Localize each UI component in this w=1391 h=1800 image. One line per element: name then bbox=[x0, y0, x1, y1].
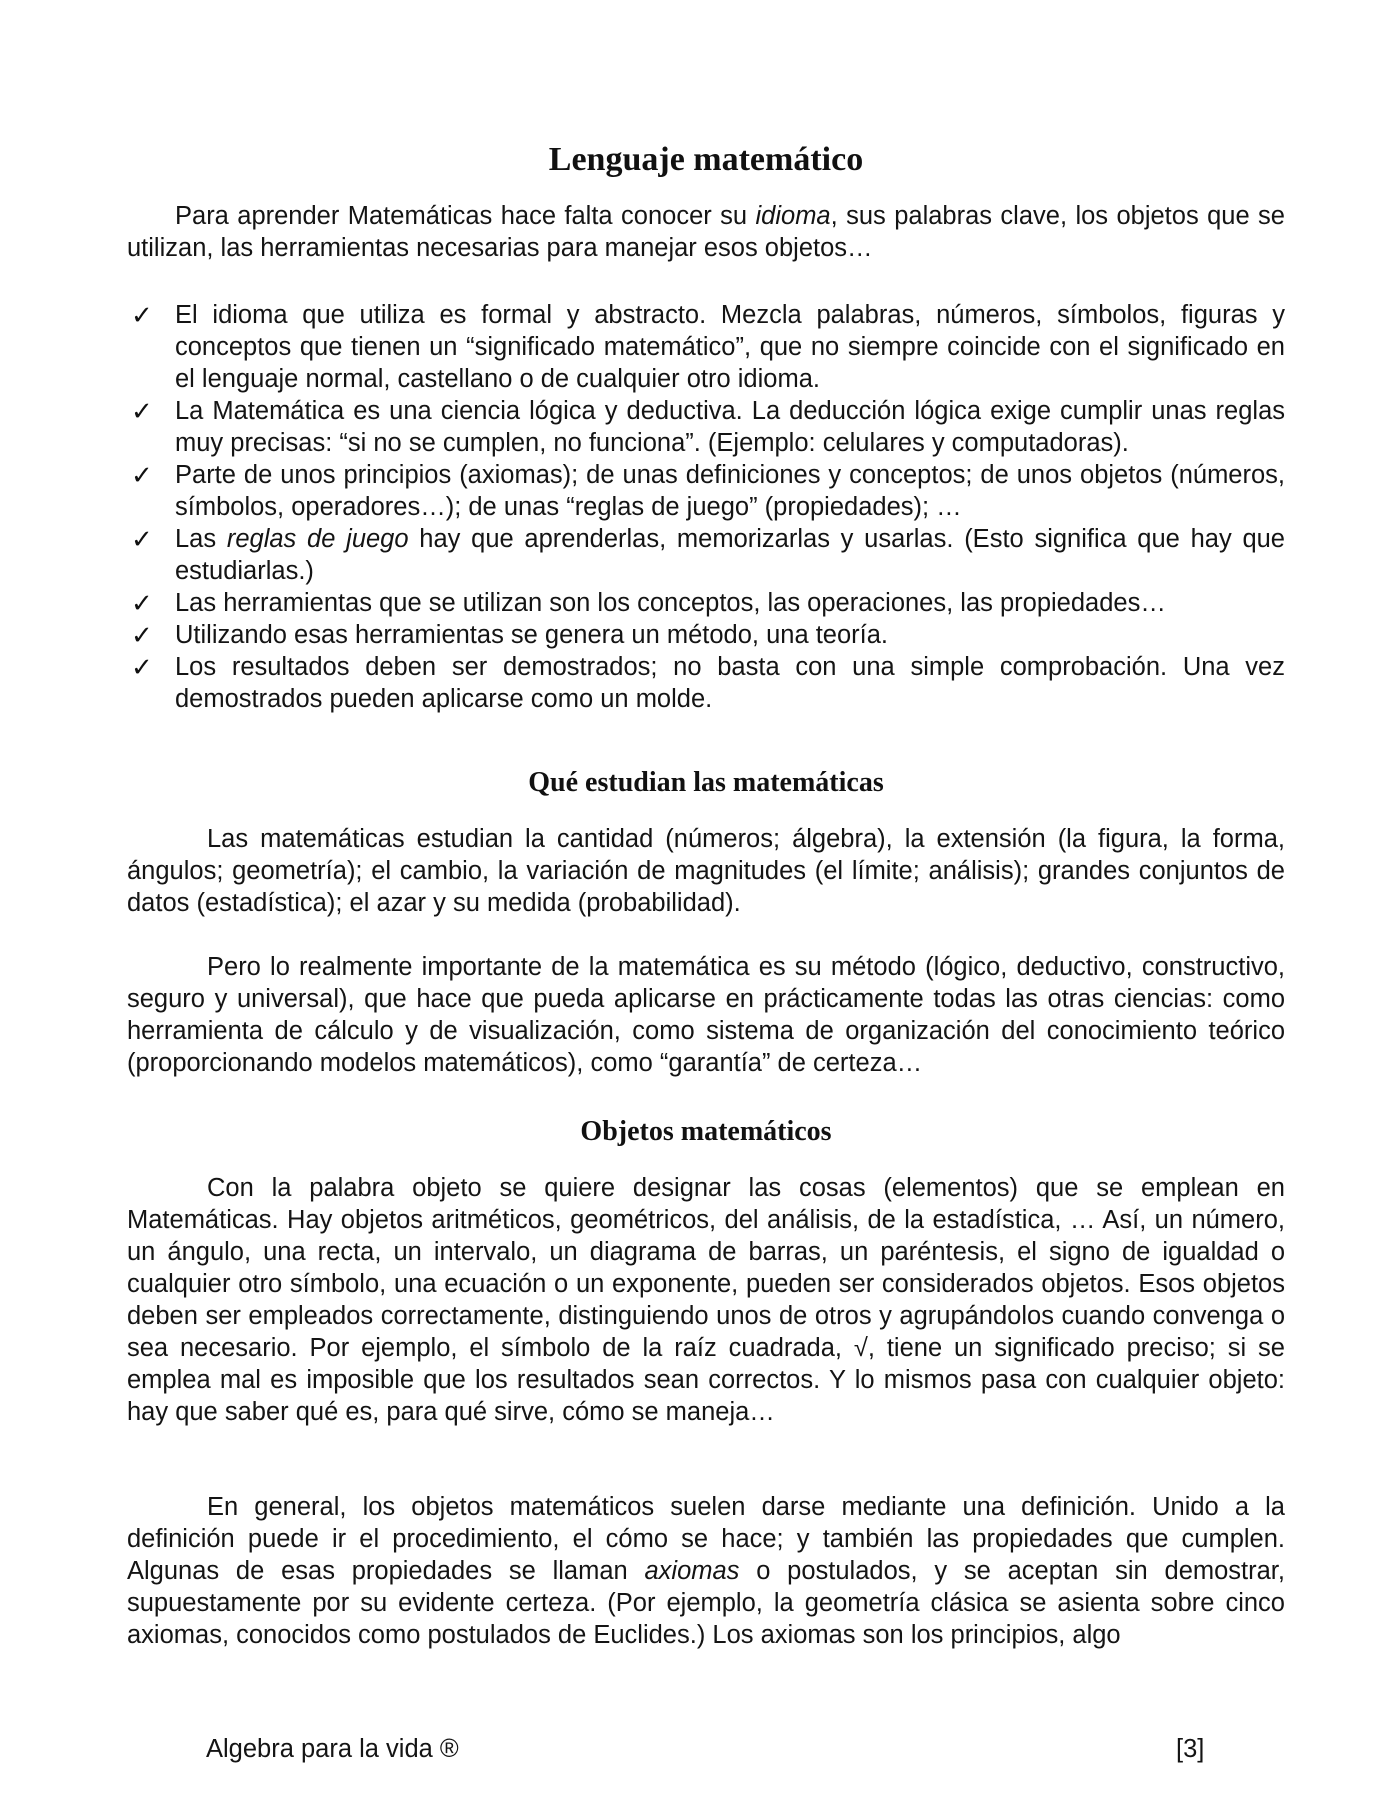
page-title: Lenguaje matemático bbox=[548, 141, 864, 178]
intro-paragraph bbox=[127, 200, 1285, 264]
list-item bbox=[127, 523, 1285, 587]
list-item-emphasis: reglas de juego bbox=[226, 525, 409, 553]
check-icon: ✓ bbox=[131, 589, 153, 619]
check-icon: ✓ bbox=[131, 525, 153, 555]
section3-emphasis: axiomas bbox=[644, 1557, 740, 1585]
list-item-text: La Matemática es una ciencia lógica y deductiva. La deducción lógica exige cumplir unas reglas muy precisas: “si no se cumplen, no funciona”. (Ejemplo: celulares y computadoras). bbox=[175, 397, 1285, 457]
list-item bbox=[127, 299, 1285, 395]
list-item bbox=[127, 395, 1285, 459]
section3-paragraph-1: Con la palabra objeto se quiere designar las cosas (elementos) que se emplean en Matemáticas. Hay objetos aritméticos, geométricos, del análisis, de la estadística, … Así, un número, un ángulo, una recta, un intervalo, un diagrama de barras, un paréntesis, el signo de igualdad o cualquier otro símbolo, una ecuación o un exponente, pueden ser considerados objetos. Esos objetos deben ser empleados correctamente, distinguiendo unos de otros y agrupándolos cuando convenga o sea necesario. Por ejemplo, el símbolo de la raíz cuadrada, √, tiene un significado preciso; si se emplea mal es imposible que los resultados sean correctos. Y lo mismos pasa con cualquier objeto: hay que saber qué es, para qué sirve, cómo se maneja… bbox=[127, 1174, 1285, 1426]
footer-page-number: [3] bbox=[1176, 1735, 1205, 1763]
list-item bbox=[127, 651, 1285, 715]
intro-text-2: , sus palabras clave, los objetos que se utilizan, las herramientas necesarias para manejar esos objetos… bbox=[127, 202, 1285, 262]
section3-paragraph-2 bbox=[127, 1491, 1285, 1651]
check-icon: ✓ bbox=[131, 301, 153, 331]
list-item-text: hay que aprenderlas, memorizarlas y usarlas. (Esto significa que hay que estudiarlas.) bbox=[175, 525, 1285, 585]
list-item bbox=[127, 587, 1285, 619]
section2-paragraph-2: Pero lo realmente importante de la matemática es su método (lógico, deductivo, constructivo, seguro y universal), que hace que pueda aplicarse en prácticamente todas las otras ciencias: como herramienta de cálculo y de visualización, como sistema de organización del conocimiento teórico (proporcionando modelos matemáticos), como “garantía” de certeza… bbox=[127, 953, 1285, 1077]
section-heading-objetos: Objetos matemáticos bbox=[580, 1116, 832, 1147]
section3-text-1: En general, los objetos matemáticos suelen darse mediante una definición. Unido a la definición puede ir el procedimiento, el cómo se hace; y también las propiedades que cumplen. Algunas de esas propiedades se llaman bbox=[127, 1493, 1285, 1585]
list-item-text: El idioma que utiliza es formal y abstracto. Mezcla palabras, números, símbolos, figuras y conceptos que tienen un “significado matemático”, que no siempre coincide con el significado en el lenguaje normal, castellano o de cualquier otro idioma. bbox=[175, 301, 1285, 393]
check-icon: ✓ bbox=[131, 461, 153, 491]
intro-text-1: Para aprender Matemáticas hace falta conocer su bbox=[175, 202, 756, 230]
check-icon: ✓ bbox=[131, 653, 153, 683]
intro-emphasis: idioma bbox=[755, 202, 831, 230]
list-item-text: Parte de unos principios (axiomas); de unas definiciones y conceptos; de unos objetos (números, símbolos, operadores…); de unas “reglas de juego” (propiedades); … bbox=[175, 461, 1285, 521]
list-item bbox=[127, 459, 1285, 523]
list-item-text: Las herramientas que se utilizan son los conceptos, las operaciones, las propiedades… bbox=[175, 589, 1166, 617]
list-item-text: Las bbox=[175, 525, 227, 553]
list-item-text: Utilizando esas herramientas se genera un método, una teoría. bbox=[175, 621, 889, 649]
footer-book-title: Algebra para la vida ® bbox=[206, 1735, 459, 1763]
checklist bbox=[127, 299, 1285, 715]
section3-text-2: o postulados, y se aceptan sin demostrar, supuestamente por su evidente certeza. (Por ejemplo, la geometría clásica se asienta sobre cinco axiomas, conocidos como postulados de Euclides.) Los axiomas son los principios, algo bbox=[127, 1557, 1285, 1649]
check-icon: ✓ bbox=[131, 397, 153, 427]
section-heading-que-estudian: Qué estudian las matemáticas bbox=[528, 767, 884, 798]
check-icon: ✓ bbox=[131, 621, 153, 651]
section2-paragraph-1: Las matemáticas estudian la cantidad (números; álgebra), la extensión (la figura, la forma, ángulos; geometría); el cambio, la variación de magnitudes (el límite; análisis); grandes conjuntos de datos (estadística); el azar y su medida (probabilidad). bbox=[127, 825, 1285, 917]
list-item-text: Los resultados deben ser demostrados; no basta con una simple comprobación. Una vez demostrados pueden aplicarse como un molde. bbox=[175, 653, 1285, 713]
list-item bbox=[127, 619, 1285, 651]
